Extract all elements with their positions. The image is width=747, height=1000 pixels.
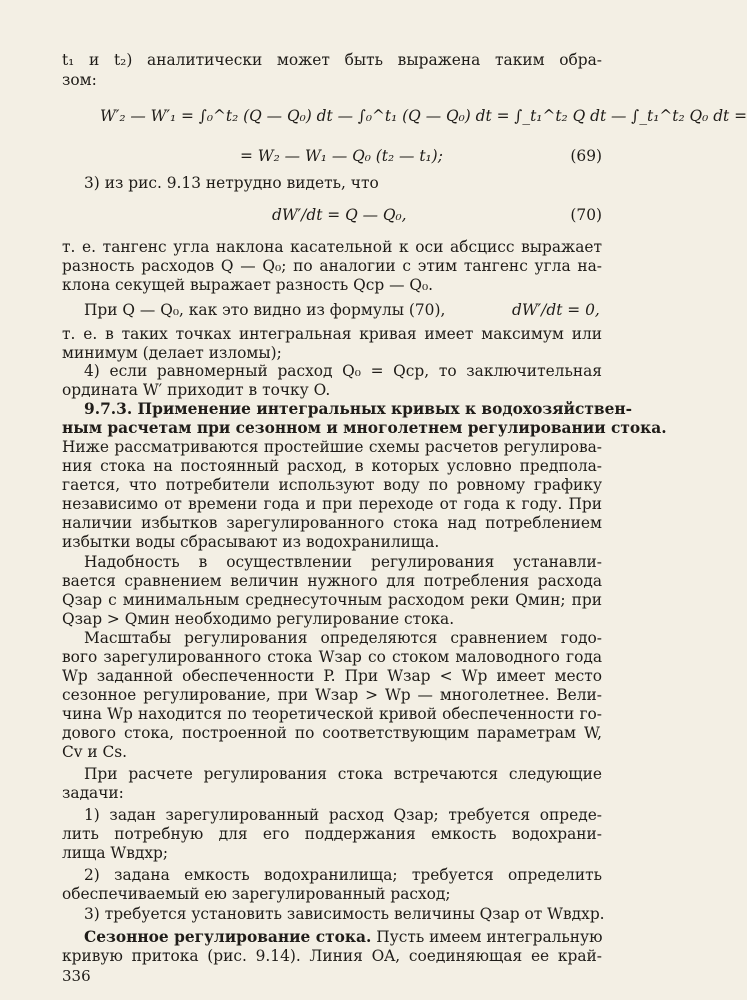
page-number: 336 [62, 967, 91, 985]
text-line: сезонное регулирование, при Wзар > Wp — многолетнее. Вели- [62, 686, 602, 704]
text-line: Cv и Cs. [62, 743, 128, 761]
text-line: обеспечиваемый ею зарегулированный расход; [62, 885, 451, 903]
equation-69-line1: W′₂ — W′₁ = ∫₀^t₂ (Q — Q₀) dt — ∫₀^t₁ (Q — Q₀) dt = ∫_t₁^t₂ Q dt — ∫_t₁^t₂ Q₀ dt = [100, 107, 747, 125]
text-line: Qзар > Qмин необходимо регулирование стока. [62, 610, 455, 628]
text-line: 3) требуется установить зависимость величины Qзар от Wвдхр. [84, 905, 605, 923]
text-line: т. е. в таких точках интегральная кривая имеет максимум или [62, 325, 602, 343]
text-line: 2) задана емкость водохранилища; требуется определить [84, 866, 602, 884]
text-line: наличии избытков зарегулированного стока над потреблением [62, 514, 602, 532]
text-line: избытки воды сбрасывают из водохранилища. [62, 533, 440, 551]
text-line: Ниже рассматриваются простейшие схемы расчетов регулирова- [62, 438, 602, 456]
text-line: вого зарегулированного стока Wзар со стоком маловодного года [62, 648, 602, 666]
text-line [62, 928, 602, 947]
text-line: 3) из рис. 9.13 нетрудно видеть, что [84, 174, 379, 192]
text-line: Wp заданной обеспеченности P. При Wзар < Wp имеет место [62, 667, 602, 685]
text-line: При Q — Q₀, как это видно из формулы (70), [84, 301, 446, 319]
subsection-heading: Сезонное регулирование стока. [84, 928, 372, 946]
equation-69-line2: = W₂ — W₁ — Q₀ (t₂ — t₁); [240, 147, 443, 165]
text-line: ордината W′ приходит в точку O. [62, 381, 331, 399]
text-line: гается, что потребители используют воду по ровному графику [62, 476, 602, 494]
text-line: 1) задан зарегулированный расход Qзар; требуется опреде- [84, 806, 602, 824]
text-line: Qзар с минимальным среднесуточным расходом реки Qмин; при [62, 591, 602, 609]
text-line: чина Wp находится по теоретической кривой обеспеченности го- [62, 705, 602, 723]
text-line: кривую притока (рис. 9.14). Линия OA, соединяющая ее край- [62, 947, 602, 965]
inline-formula: dW′/dt = 0, [512, 301, 600, 319]
text-line: ния стока на постоянный расход, в которых условно предпола- [62, 457, 602, 475]
text-line: t₁ и t₂) аналитически может быть выражена таким обра- [62, 51, 602, 69]
text-line: Надобность в осуществлении регулирования устанавли- [84, 553, 602, 571]
text-line: разность расходов Q — Q₀; по аналогии с этим тангенс угла на- [62, 257, 602, 275]
equation-70: dW′/dt = Q — Q₀, [272, 206, 407, 224]
equation-number-70: (70) [570, 206, 602, 224]
text-line: задачи: [62, 784, 124, 802]
text-line: зом: [62, 71, 97, 89]
equation-number-69: (69) [570, 147, 602, 165]
text-line: дового стока, построенной по соответствующим параметрам W, [62, 724, 602, 742]
text-line: независимо от времени года и при переходе от года к году. При [62, 495, 602, 513]
section-heading: ным расчетам при сезонном и многолетнем регулировании стока. [62, 419, 667, 437]
text-line: лить потребную для его поддержания емкость водохрани- [62, 825, 602, 843]
text-line: т. е. тангенс угла наклона касательной к оси абсцисс выражает [62, 238, 602, 256]
text-line: минимум (делает изломы); [62, 344, 282, 362]
subsection-text: Пусть имеем интегральную [371, 928, 603, 946]
text-line: При расчете регулирования стока встречаются следующие [84, 765, 602, 783]
text-line: клона секущей выражает разность Qср — Q₀. [62, 276, 434, 294]
text-line: Масштабы регулирования определяются сравнением годо- [84, 629, 602, 647]
text-line: лища Wвдхр; [62, 844, 169, 862]
text-line: вается сравнением величин нужного для потребления расхода [62, 572, 602, 590]
text-line: 4) если равномерный расход Q₀ = Qср, то заключительная [84, 362, 602, 380]
section-heading: 9.7.3. Применение интегральных кривых к водохозяйствен- [84, 400, 633, 418]
